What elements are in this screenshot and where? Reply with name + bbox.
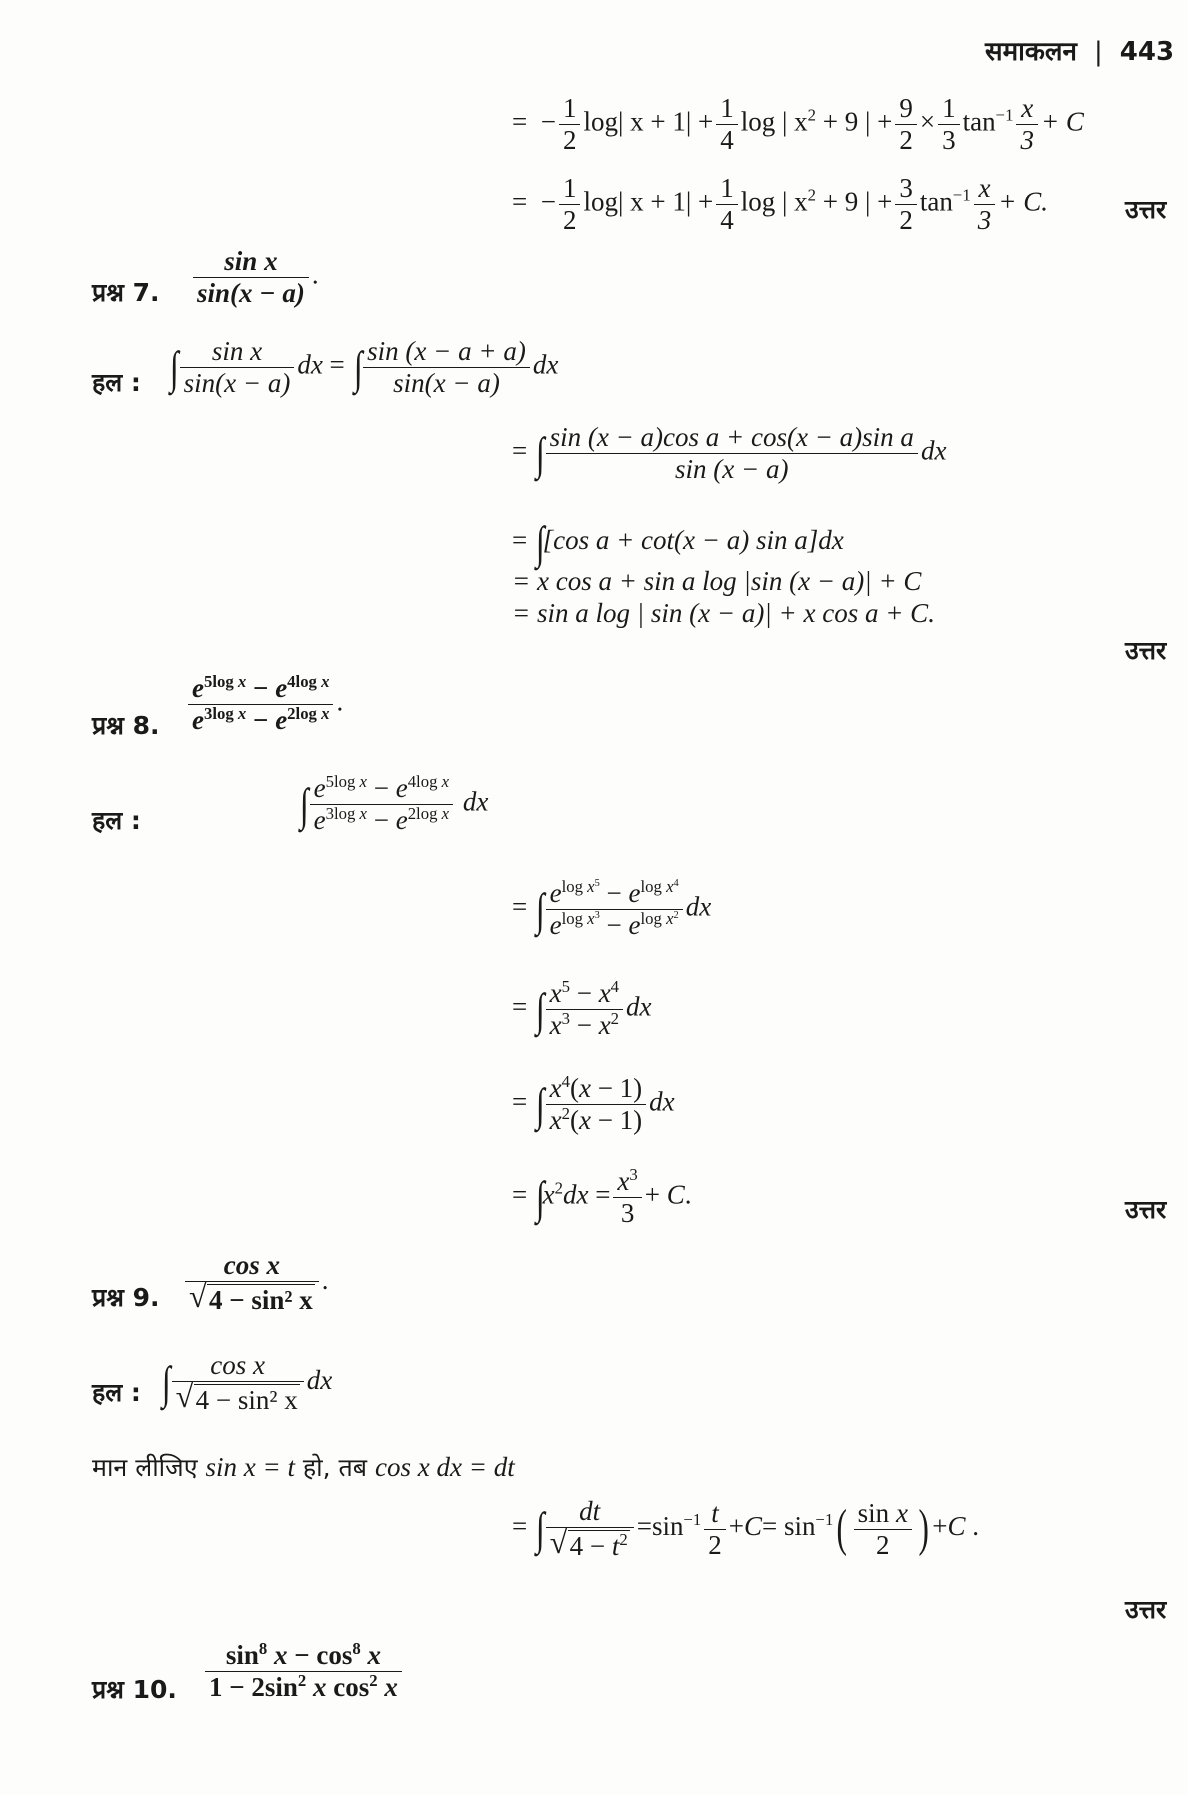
q7-step-4: = x cos a + sin a log |sin (x − a)| + C bbox=[512, 566, 922, 596]
answer-label-q7: उत्तर bbox=[1125, 636, 1167, 665]
q9-solution-label: हल : bbox=[92, 1378, 141, 1407]
q10-label: प्रश्न 10. bbox=[92, 1675, 177, 1704]
page-number: 443 bbox=[1119, 37, 1175, 67]
q8-step-2: = ∫ $\frac{e^{log x^5} - e^{log x^4}}{e^{log x^3} - e^{log x^2}}$ dx bbox=[512, 876, 712, 940]
q8-step-3: = ∫ $\frac{x^5 - x^4}{x^3 - x^2}$ dx bbox=[512, 976, 652, 1040]
q10-expression: $\frac{\sin^8 x - \cos^8 x}{1 - 2\sin^2 x \cos^2 x}$ bbox=[202, 1642, 405, 1701]
q7-solution-label: हल : bbox=[92, 368, 141, 397]
q7-expression: $\frac{\text{sin x}}{\sin(x - a)}$ . bbox=[190, 248, 319, 307]
q8-step-1: ∫ $\frac{e^{5log x} - e^{4log x}}{e^{3log x} - e^{2log x}}$ dx bbox=[299, 771, 489, 835]
answer-label-q8: उत्तर bbox=[1125, 1195, 1167, 1224]
q9-step-2: = ∫ dt √ $4 - t^2$ $=\sin^{-1}$ $\frac{t}{2}$ $+C= \sin^{-1}$( $\frac{\text{sin x}}{2}$ ) +C . bbox=[512, 1498, 979, 1560]
q7-step-2: = ∫ $\frac{\text{sin (x − a)cos a + cos(x − a)sin a}}{\sin (x - a)}$ dx bbox=[512, 422, 947, 484]
header-separator: | bbox=[1093, 37, 1103, 67]
answer-label-q9: उत्तर bbox=[1125, 1595, 1167, 1624]
q8-label: प्रश्न 8. bbox=[92, 711, 160, 740]
q9-substitution-line: मान लीजिए sin x = t हो, तब cos x dx = dt bbox=[92, 1452, 515, 1482]
q8-expression: $\frac{e^{5log x} - e^{4log x}}{e^{3log x} - e^{2log x}}$ . bbox=[185, 675, 343, 734]
q6-line-1: = − $\frac{1}{2}$ log| x + 1| + $\frac{1}{4}$ log | $x^2 + 9$ | + $\frac{9}{2}$ × $\frac{1}{3}$ $\tan^{-1}$ $\frac{x}{3}$ + C bbox=[512, 93, 1084, 155]
q8-step-5: = $\int x^2dx$ = $\frac{x^3}{3}$ + C. bbox=[512, 1164, 692, 1228]
q7-step-5: = sin a log | sin (x − a)| + x cos a + C. bbox=[512, 598, 935, 628]
q7-step-3: = ∫[cos a + cot(x − a) sin a]dx bbox=[512, 517, 844, 568]
chapter-title: समाकलन bbox=[985, 37, 1077, 67]
q7-step-1: ∫ $\frac{\text{sin x}}{\sin(x - a)}$ dx = ∫ $\frac{\sin (x - a + a)}{\sin(x - a)}$ dx bbox=[169, 336, 559, 398]
q9-step-1: ∫ cos x √ 4 − sin² x dx bbox=[160, 1352, 332, 1414]
answer-label-q6: उत्तर bbox=[1125, 195, 1167, 224]
q7-label: प्रश्न 7. bbox=[92, 278, 160, 307]
q6-line-2: = − $\frac{1}{2}$ log| x + 1| + $\frac{1}{4}$ log | $x^2 + 9$ | + $\frac{3}{2}$ $\tan^{-1}$ $\frac{x}{3}$ + C. bbox=[512, 173, 1048, 235]
q9-label: प्रश्न 9. bbox=[92, 1283, 160, 1312]
q8-step-4: = ∫ $\frac{x^4(x - 1)}{x^2(x - 1)}$ dx bbox=[512, 1071, 675, 1135]
q8-solution-label: हल : bbox=[92, 806, 141, 835]
q9-expression: cos x √ 4 − sin² x . bbox=[182, 1252, 329, 1314]
running-header bbox=[985, 32, 1174, 68]
